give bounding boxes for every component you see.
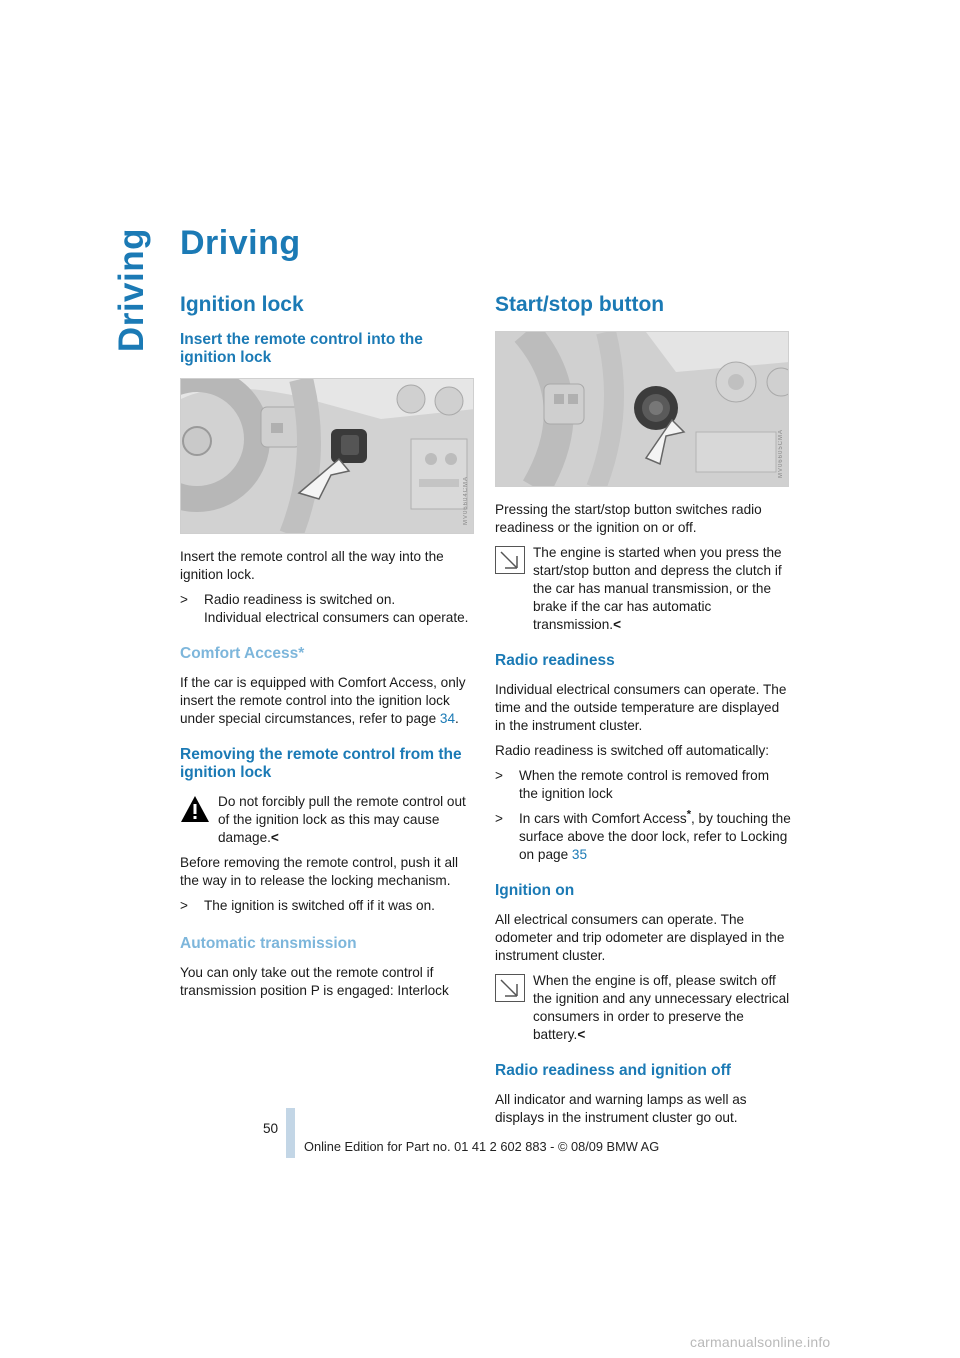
- bullet-comfort-access: > In cars with Comfort Access*, by touching the surface above the door lock, refer to Locking on page 35: [495, 808, 791, 862]
- paragraph: Individual electrical consumers can operate. The time and the outside temperature are displayed in the instrument cluster.: [495, 682, 787, 733]
- paragraph: All indicator and warning lamps as well as displays in the instrument cluster go out.: [495, 1092, 747, 1125]
- info-note-battery: When the engine is off, please switch off the ignition and any unnecessary electrical consumers in order to preserve the battery.<: [495, 972, 791, 1044]
- paragraph: Insert the remote control all the way into the ignition lock.: [180, 549, 444, 582]
- subheading-ignition-on: Ignition on: [495, 882, 575, 899]
- info-note-engine-start: The engine is started when you press the start/stop button and depress the clutch if the car has manual transmission, or the brake if the car has automatic transmission.<: [495, 544, 791, 634]
- right-column: [495, 293, 791, 1134]
- watermark: carmanualsonline.info: [690, 1334, 831, 1350]
- note-arrow-icon: [495, 974, 525, 1002]
- page-link-35[interactable]: 35: [571, 847, 588, 862]
- bullet-line: When the remote control is removed from the ignition lock: [519, 768, 770, 801]
- bullet-line: Individual electrical consumers can operate.: [204, 610, 469, 625]
- subheading-radio-readiness-ignition-off: Radio readiness and ignition off: [495, 1062, 731, 1079]
- figure-code: MV06604CMA: [463, 475, 469, 525]
- paragraph: Before removing the remote control, push it all the way in to release the locking mechanism.: [180, 855, 459, 888]
- bullet-mark: >: [495, 768, 503, 783]
- note-arrow-icon: [495, 546, 525, 574]
- bullet-mark: >: [180, 592, 188, 607]
- end-mark: <: [270, 830, 279, 845]
- section-heading-start-stop: Start/stop button: [495, 293, 665, 316]
- end-mark: <: [577, 1027, 586, 1042]
- start-stop-figure: [495, 331, 789, 487]
- page-link-34[interactable]: 34: [439, 711, 456, 726]
- bullet-ignition-off: [180, 897, 476, 915]
- warning-note: Do not forcibly pull the remote control out of the ignition lock as this may cause damage.<: [180, 793, 476, 847]
- bullet-remote-removed: [495, 767, 791, 803]
- bullet-mark: >: [180, 898, 188, 913]
- page-title: Driving: [180, 224, 301, 262]
- paragraph: Radio readiness is switched off automatically:: [495, 743, 770, 758]
- side-tab: Driving: [112, 228, 151, 353]
- paragraph: You can only take out the remote control if transmission position P is engaged: Interlock: [180, 965, 449, 998]
- section-heading-ignition-lock: Ignition lock: [180, 293, 304, 316]
- bullet-line: The ignition is switched off if it was on.: [204, 898, 435, 913]
- subheading-removing-remote: Removing the remote control from the ignition lock: [180, 746, 462, 781]
- subheading-comfort-access: Comfort Access*: [180, 645, 305, 662]
- optional-equipment-star: *: [686, 808, 691, 821]
- paragraph: Pressing the start/stop button switches radio readiness or the ignition on or off.: [495, 502, 762, 535]
- left-column: [180, 293, 476, 1007]
- subheading-radio-readiness: Radio readiness: [495, 652, 615, 669]
- bullet-radio-readiness: [180, 591, 476, 627]
- bullet-line: Radio readiness is switched on.: [204, 592, 396, 607]
- warning-triangle-icon: [180, 795, 210, 823]
- subheading-automatic-transmission: Automatic transmission: [180, 935, 357, 952]
- bullet-mark: >: [495, 811, 503, 826]
- paragraph-comfort-access: If the car is equipped with Comfort Access, only insert the remote control into the ignition lock under special circumstances, refer to page 34.: [180, 675, 466, 726]
- subheading-insert-remote: Insert the remote control into the ignition lock: [180, 331, 423, 366]
- footer-bar: [286, 1108, 295, 1158]
- ignition-lock-figure: [180, 378, 474, 534]
- ignition-lock-illustration: [181, 379, 474, 534]
- end-mark: <: [613, 617, 622, 632]
- footer-edition-text: Online Edition for Part no. 01 41 2 602 883 - © 08/09 BMW AG: [304, 1139, 660, 1154]
- paragraph: All electrical consumers can operate. The odometer and trip odometer are displayed in the instrument cluster.: [495, 912, 785, 963]
- page-number: 50: [263, 1121, 279, 1136]
- start-stop-illustration: [496, 332, 789, 487]
- figure-code: MV06605CMA: [778, 428, 784, 478]
